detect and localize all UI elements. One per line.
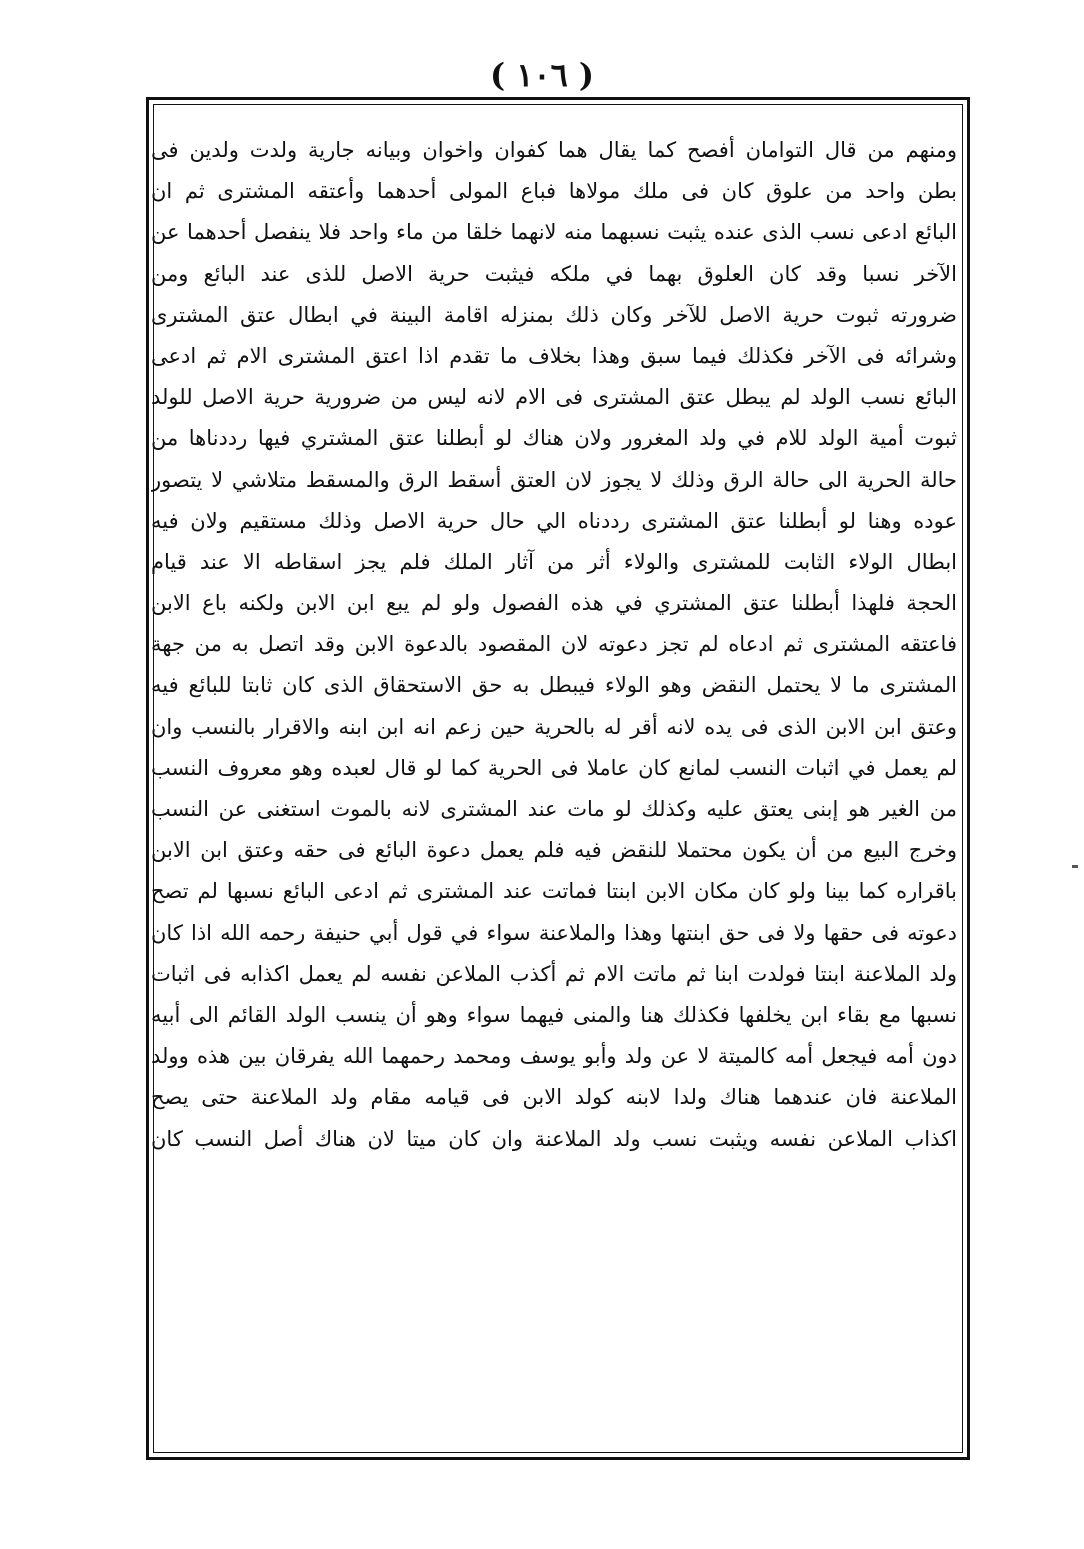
text-line: اكذاب الملاعن نفسه ويثبت نسب ولد الملاعنة وان كان ميتا لان هناك أصل النسب كان — [151, 1126, 957, 1151]
text-line: ضرورته ثبوت حرية الاصل للآخر وكان ذلك بمنزله اقامة البينة في ابطال عتق المشترى — [151, 302, 957, 327]
text-line: من الغير هو إبنى يعتق عليه وكذلك لو مات عند المشترى لانه بالموت استغنى عن النسب — [151, 797, 957, 821]
text-line: نسبها مع بقاء ابن يخلفها فكذلك هنا والمنى فيهما سواء وهو أن ينسب الولد القائم الى أبيه — [151, 1002, 957, 1027]
text-line: دعوته فى حقها ولا فى حق ابنتها وهذا والملاعنة سواء في قول أبي حنيفة رحمه الله اذا كان — [151, 920, 957, 945]
text-line: الملاعنة فان عندهما هناك ولدا لابنه كولد الابن فى قيامه مقام ولد الملاعنة حتى يصح — [151, 1085, 957, 1110]
text-line: الآخر نسبا وقد كان العلوق بهما في ملكه فيثبت حرية الاصل للذى عند البائع ومن — [151, 261, 957, 286]
text-line: حالة الحرية الى حالة الرق وذلك لا يجوز لان العتق أسقط الرق والمسقط متلاشي لا يتصور — [151, 467, 957, 492]
text-line: البائع ادعى نسب الذى عنده يثبت نسبهما منه لانهما خلقا من ماء واحد فلا ينفصل أحدهما عن — [151, 220, 957, 245]
text-line: المشترى ما لا يحتمل النقض وهو الولاء فيبطل به حق الاستحقاق الذى كان ثابتا للبائع فيه — [151, 673, 957, 698]
text-line: ابطال الولاء الثابت للمشترى والولاء أثر من آثار الملك فلم يجز اسقاطه الا عند قيام — [151, 549, 957, 574]
text-line: فاعتقه المشترى ثم ادعاه لم تجز دعوته لان المقصود بالدعوة الابن وقد اتصل به من جهة — [151, 632, 957, 657]
text-line: بطن واحد من علوق كان فى ملك مولاها فباع المولى أحدهما وأعتقه المشترى ثم ان — [151, 179, 957, 204]
text-line: ولد الملاعنة ابنتا فولدت ابنا ثم ماتت الام ثم أكذب الملاعن نفسه لم يعمل اكذابه فى اثبات — [151, 961, 957, 986]
text-line: لم يعمل في اثبات النسب لمانع كان عاملا فى الحرية كما لو قال لعبده وهو معروف النسب — [151, 755, 957, 780]
text-line: وشرائه فى الآخر فكذلك فيما سبق وهذا بخلاف ما تقدم اذا اعتق المشترى الام ثم ادعى — [151, 343, 957, 368]
text-line: عوده وهنا لو أبطلنا عتق المشترى رددناه الي حال حرية الاصل وذلك مستقيم ولان فيه — [151, 508, 957, 533]
text-line: ومنهم من قال التوامان أفصح كما يقال هما كفوان واخوان وبيانه جارية ولدت ولدين فى — [151, 138, 957, 162]
page-number: ( ١٠٦ ) — [489, 56, 595, 94]
text-line: ثبوت أمية الولد للام في ولد المغرور ولان هناك لو أبطلنا عتق المشتري فيها رددناها من — [151, 426, 957, 451]
margin-mark — [1072, 865, 1078, 868]
text-line: وعتق ابن الابن الذى فى يده لانه أقر له بالحرية حين زعم انه ابن ابنه والاقرار بالنسب وان — [151, 714, 957, 739]
text-line: البائع نسب الولد لم يبطل عتق المشترى فى الام لانه ليس من ضرورية حرية الاصل للولد — [151, 385, 957, 410]
text-line: دون أمه فيجعل أمه كالميتة لا عن ولد وأبو يوسف ومحمد رحمهما الله يفرقان بين هذه وولد — [151, 1044, 957, 1069]
text-line: وخرج البيع من أن يكون محتملا للنقض فيه فلم يعمل دعوة البائع فى حقه وعتق ابن الابن — [151, 838, 957, 863]
text-line: الحجة فلهذا أبطلنا عتق المشتري في هذه الفصول ولو لم يبع ابن الابن ولكنه باع الابن — [151, 591, 957, 616]
text-line: باقراره كما بينا ولو كان مكان الابن ابنتا فماتت عند المشترى ثم ادعى البائع نسبها لم تصح — [151, 879, 957, 904]
body-text — [151, 130, 957, 1450]
